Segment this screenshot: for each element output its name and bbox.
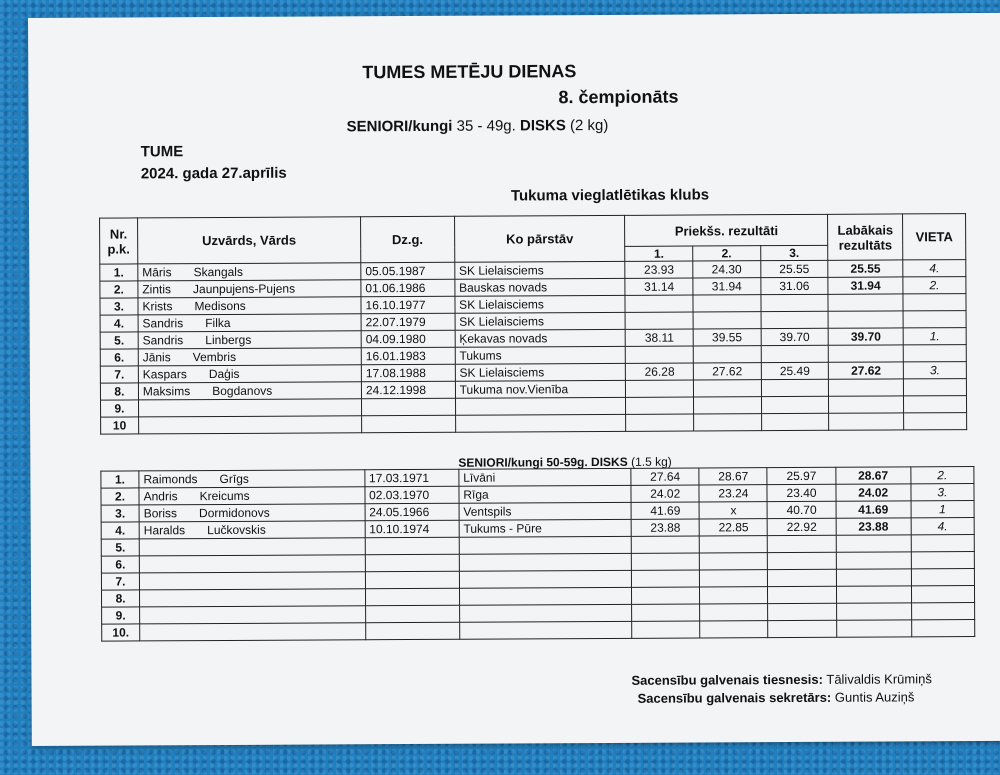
last-name: Dormidonovs (198, 505, 270, 521)
attempt-1 (632, 587, 700, 604)
attempt-2: 31.94 (693, 278, 761, 295)
attempt-1: 23.88 (631, 519, 699, 536)
attempt-3: 25.49 (761, 362, 829, 379)
attempt-1 (632, 621, 700, 638)
team-name: Ventspils (459, 502, 631, 520)
team-name: Rīga (459, 485, 631, 503)
row-number: 7. (101, 573, 139, 590)
birth-date (365, 537, 459, 554)
attempt-3: 25.97 (767, 467, 835, 484)
attempt-2 (693, 295, 761, 312)
attempt-3 (761, 311, 829, 328)
birth-date (362, 415, 456, 432)
best-result (836, 603, 911, 620)
final-place (911, 586, 974, 603)
attempt-2 (700, 587, 768, 604)
attempt-2 (693, 312, 761, 329)
team-name: Tukums - Pūre (459, 519, 631, 537)
athlete-name (139, 504, 365, 522)
attempt-3: 40.70 (768, 501, 836, 518)
results-sheet (28, 13, 1000, 746)
results-table-50-59 (100, 466, 975, 642)
final-place (904, 396, 967, 413)
team-name: Bauskas novads (455, 278, 626, 296)
birth-date (365, 605, 459, 622)
birth-date: 04.09.1980 (361, 330, 455, 347)
attempt-3 (761, 345, 829, 362)
attempt-2 (694, 397, 762, 414)
col-r1: 1. (625, 246, 693, 261)
attempt-2 (693, 380, 761, 397)
best-result (836, 586, 911, 603)
attempt-1 (626, 397, 694, 414)
row-number: 10. (102, 624, 140, 641)
first-name: Boriss (143, 506, 178, 521)
row-number: 5. (101, 539, 139, 556)
birth-date: 02.03.1970 (365, 486, 459, 503)
best-result (828, 294, 903, 311)
row-number: 9. (101, 400, 139, 417)
chief-secretary-label: Sacensību galvenais sekretārs: (637, 689, 832, 706)
attempt-1: 23.93 (625, 261, 693, 278)
row-number: 6. (100, 349, 138, 366)
attempt-3 (768, 569, 836, 586)
row-number: 2. (100, 281, 138, 298)
attempt-2 (694, 414, 762, 431)
attempt-1: 31.14 (625, 278, 693, 295)
attempt-3 (768, 552, 836, 569)
athlete-name (139, 470, 365, 488)
final-place: 2. (903, 277, 966, 294)
table-row (102, 620, 975, 642)
first-name: Kaspars (142, 367, 187, 382)
last-name: Vembris (192, 349, 237, 365)
first-name: Māris (142, 265, 172, 280)
last-name: Linbergs (205, 332, 252, 348)
athlete-name (138, 280, 361, 298)
athlete-name (139, 555, 365, 573)
athlete-name (138, 331, 361, 349)
last-name: Lučkovskis (207, 522, 266, 538)
category-line (347, 117, 609, 135)
best-result: 28.67 (835, 467, 910, 484)
attempt-1: 26.28 (626, 363, 694, 380)
attempt-3: 22.92 (768, 518, 836, 535)
team-name: Tukums (455, 346, 626, 364)
team-name: SK Lielaisciems (454, 261, 625, 279)
birth-date (365, 571, 459, 588)
organizer-club: Tukuma vieglatlētikas klubs (510, 186, 710, 205)
row-number: 5. (100, 332, 138, 349)
attempt-1 (632, 570, 700, 587)
final-place: 2. (911, 467, 974, 484)
first-name: Andris (143, 489, 178, 504)
attempt-1 (626, 346, 694, 363)
best-result (828, 311, 903, 328)
final-place (903, 345, 966, 362)
athlete-name (138, 416, 361, 434)
row-number: 4. (101, 522, 139, 539)
last-name: Filka (205, 315, 231, 331)
attempt-2 (700, 553, 768, 570)
final-place: 1. (903, 328, 966, 345)
category-2-weight: (1.5 kg) (631, 454, 672, 469)
team-name (459, 604, 631, 622)
last-name: Skangals (193, 264, 243, 280)
birth-date: 16.01.1983 (361, 347, 455, 364)
athlete-name (138, 365, 361, 383)
athlete-name (139, 521, 365, 539)
attempt-1: 24.02 (631, 485, 699, 502)
last-name: Kreicums (199, 488, 250, 504)
birth-date (361, 398, 455, 415)
best-result (829, 345, 904, 362)
final-place: 1 (911, 501, 974, 518)
chief-judge-name: Tālivaldis Krūmiņš (826, 671, 932, 687)
team-name: SK Lielaisciems (455, 312, 626, 330)
col-dob: Dz.g. (361, 216, 455, 262)
final-place (904, 379, 967, 396)
final-place (911, 535, 974, 552)
attempt-1: 41.69 (631, 502, 699, 519)
final-place: 4. (903, 260, 966, 277)
birth-date: 05.05.1987 (361, 262, 455, 279)
col-best: Labākais rezultāts (828, 214, 903, 260)
last-name: Daģis (208, 366, 240, 382)
first-name: Jānis (142, 350, 171, 365)
category-prefix: SENIORI/kungi (346, 117, 453, 136)
category-weight: (2 kg) (569, 116, 609, 135)
table-row (101, 413, 967, 435)
category-age: 35 - 49g. (456, 117, 516, 135)
athlete-name (139, 538, 365, 556)
attempt-1 (626, 380, 694, 397)
final-place (903, 311, 966, 328)
first-name: Maksims (142, 384, 191, 399)
category-event: DISKS (519, 117, 566, 135)
attempt-1 (631, 553, 699, 570)
birth-date (365, 622, 459, 639)
attempt-3 (768, 586, 836, 603)
event-place: TUME (140, 143, 184, 161)
attempt-3: 39.70 (761, 328, 829, 345)
row-number: 9. (102, 607, 140, 624)
birth-date: 24.05.1966 (365, 503, 459, 520)
final-place (911, 552, 974, 569)
final-place: 3. (903, 362, 966, 379)
col-name: Uzvārds, Vārds (137, 217, 360, 264)
birth-date (365, 554, 459, 571)
attempt-1 (626, 414, 694, 431)
attempt-3 (761, 294, 829, 311)
athlete-name (140, 606, 366, 624)
row-number: 6. (101, 556, 139, 573)
first-name: Krists (142, 299, 173, 314)
attempt-2 (693, 346, 761, 363)
first-name: Haralds (143, 523, 186, 538)
attempt-2: x (699, 502, 767, 519)
last-name: Grīgs (219, 471, 249, 487)
team-name (459, 587, 631, 605)
page-title: TUMES METĒJU DIENAS (362, 61, 577, 83)
category-2-prefix: SENIORI/kungi 50-59g. DISKS (458, 454, 628, 470)
team-name: SK Lielaisciems (455, 295, 626, 313)
birth-date: 01.06.1986 (361, 279, 455, 296)
athlete-name (138, 382, 361, 400)
col-prelim: Priekšs. rezultāti (625, 214, 828, 246)
team-name (459, 621, 631, 639)
chief-judge-line (631, 671, 931, 688)
attempt-3 (761, 413, 829, 430)
attempt-2 (700, 604, 768, 621)
attempt-2: 22.85 (699, 519, 767, 536)
row-number: 1. (100, 264, 138, 281)
birth-date: 17.03.1971 (364, 469, 458, 486)
final-place (903, 294, 966, 311)
best-result (829, 413, 904, 430)
birth-date: 22.07.1979 (361, 313, 455, 330)
athlete-name (138, 399, 361, 417)
col-place: VIETA (903, 214, 966, 260)
row-number: 1. (101, 471, 139, 488)
team-name (459, 536, 631, 554)
team-name: Ķekavas novads (455, 329, 626, 347)
attempt-3 (768, 620, 836, 637)
attempt-2 (700, 621, 768, 638)
athlete-name (138, 263, 361, 281)
attempt-1 (625, 295, 693, 312)
table-body-50-59 (101, 467, 975, 642)
final-place (911, 569, 974, 586)
final-place: 3. (911, 484, 974, 501)
attempt-2 (700, 536, 768, 553)
birth-date: 17.08.1988 (361, 364, 455, 381)
team-name: Tukuma nov.Vienība (455, 380, 626, 398)
best-result: 39.70 (828, 328, 903, 345)
table-body-35-49 (100, 260, 967, 435)
birth-date (365, 588, 459, 605)
final-place (911, 603, 974, 620)
final-place: 4. (911, 518, 974, 535)
attempt-2: 27.62 (693, 363, 761, 380)
chief-judge-label: Sacensību galvenais tiesnesis: (631, 671, 823, 688)
first-name: Sandris (142, 316, 184, 331)
athlete-name (140, 623, 366, 641)
team-name: Līvāni (459, 468, 631, 486)
athlete-name (138, 348, 361, 366)
team-name (455, 414, 626, 432)
best-result: 41.69 (836, 501, 911, 518)
team-name (459, 570, 631, 588)
best-result (836, 552, 911, 569)
athlete-name (138, 297, 361, 315)
team-name (455, 397, 626, 415)
row-number: 3. (101, 505, 139, 522)
best-result (836, 569, 911, 586)
final-place (911, 620, 974, 637)
birth-date: 16.10.1977 (361, 296, 455, 313)
chief-secretary-line (638, 689, 915, 705)
last-name: Medisons (194, 298, 246, 314)
best-result (836, 620, 911, 637)
attempt-3 (761, 396, 829, 413)
athlete-name (139, 572, 365, 590)
team-name (459, 553, 631, 571)
best-result (836, 535, 911, 552)
col-nr: Nr. p.k. (100, 218, 138, 264)
best-result: 24.02 (836, 484, 911, 501)
last-name: Jaunpujens-Pujens (192, 281, 296, 297)
attempt-3: 25.55 (760, 260, 828, 277)
attempt-3 (768, 535, 836, 552)
attempt-3: 31.06 (761, 277, 829, 294)
final-place (904, 413, 967, 430)
attempt-1 (625, 312, 693, 329)
attempt-1 (632, 604, 700, 621)
attempt-1 (631, 536, 699, 553)
last-name: Bogdanovs (212, 383, 273, 399)
row-number: 4. (100, 315, 138, 332)
best-result: 27.62 (829, 362, 904, 379)
best-result (829, 396, 904, 413)
col-r3: 3. (760, 245, 828, 260)
col-team: Ko pārstāv (454, 215, 625, 262)
attempt-3 (761, 379, 829, 396)
row-number: 3. (100, 298, 138, 315)
attempt-1: 27.64 (631, 468, 699, 485)
first-name: Sandris (142, 333, 184, 348)
attempt-2: 28.67 (699, 468, 767, 485)
page-subtitle: 8. čempionāts (558, 86, 679, 108)
row-number: 10 (101, 417, 139, 434)
event-date: 2024. gada 27.aprīlis (140, 164, 287, 183)
attempt-2: 24.30 (693, 261, 761, 278)
athlete-name (140, 589, 366, 607)
attempt-2: 39.55 (693, 329, 761, 346)
attempt-3 (768, 603, 836, 620)
attempt-3: 23.40 (767, 484, 835, 501)
birth-date: 24.12.1998 (361, 381, 455, 398)
col-r2: 2. (693, 246, 761, 261)
best-result: 25.55 (828, 260, 903, 277)
birth-date: 10.10.1974 (365, 520, 459, 537)
best-result (829, 379, 904, 396)
attempt-1: 38.11 (626, 329, 694, 346)
best-result: 31.94 (828, 277, 903, 294)
row-number: 7. (100, 366, 138, 383)
best-result: 23.88 (836, 518, 911, 535)
team-name: SK Lielaisciems (455, 363, 626, 381)
athlete-name (139, 487, 365, 505)
row-number: 8. (101, 590, 139, 607)
attempt-2 (700, 570, 768, 587)
attempt-2: 23.24 (699, 485, 767, 502)
row-number: 8. (100, 383, 138, 400)
first-name: Zintis (142, 282, 172, 297)
row-number: 2. (101, 488, 139, 505)
results-table-35-49 (99, 213, 967, 435)
athlete-name (138, 314, 361, 332)
first-name: Raimonds (143, 472, 198, 487)
chief-secretary-name: Guntis Auziņš (834, 689, 915, 705)
